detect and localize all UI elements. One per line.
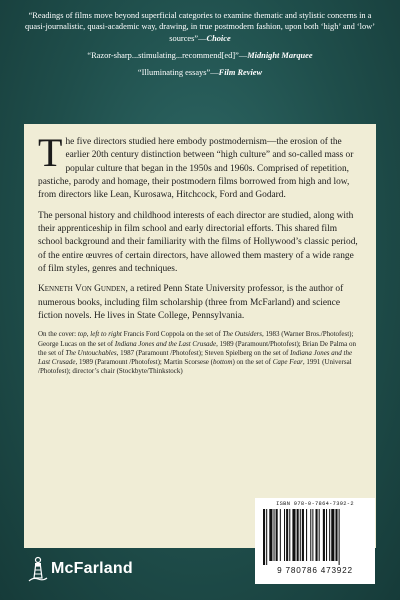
review-quote: “Illuminating essays”—Film Review <box>137 68 263 78</box>
description-paragraph: The personal history and childhood interests of each director are studied, along with their apprenticeship in film school and early directorial efforts. This shared film school background and their familiarity with the films of Hollywood’s classic period, of the entire œuvres of certain directors, have allowed them mastery of a wide range of film styles, genres and techniques. <box>38 210 358 275</box>
barcode-bar <box>280 509 281 561</box>
barcode-bar <box>276 509 278 561</box>
author-name: Kenneth Von Gunden <box>38 284 126 295</box>
barcode-bar <box>312 509 313 561</box>
description-paragraph: The five directors studied here embody postmodernism—the erosion of the earlier 20th century distinction between “high culture” and so-called mass or popular culture that began in the 1950s and 1960s. Comprised of repetition, pastiche, parody and homage, their postmodern films borrowed from high and low, from directors like Lean, Kurosawa, Hitchcock, Ford and Godard. <box>38 130 354 201</box>
barcode-bar <box>263 509 265 565</box>
barcode-bars <box>261 509 369 565</box>
isbn-barcode <box>255 498 375 584</box>
barcode-bar <box>339 509 340 565</box>
barcode-bar <box>329 509 330 561</box>
isbn-number: ISBN 978-0-7864-7392-2 <box>276 501 354 507</box>
review-quote: “Razor-sharp...stimulating...recommend[ed]”—Midnight Marquee <box>87 51 313 61</box>
barcode-bar <box>306 509 307 561</box>
barcode-bar <box>274 509 275 561</box>
quote-source: Choice <box>206 33 231 43</box>
quote-source: Midnight Marquee <box>247 51 313 61</box>
barcode-bar <box>331 509 334 561</box>
barcode-bar <box>323 509 325 561</box>
lighthouse-icon <box>28 556 48 582</box>
review-quote: “Readings of films move beyond superficial categories to examine thematic and stylistic concerns in a quasi-journalistic, quasi-academic way, drawing, in true postmodern fashion, upon both ‘high’ and ‘low’ sources”—Choice <box>24 11 376 43</box>
drop-cap: T <box>38 130 63 175</box>
publisher-name: McFarland <box>51 560 133 577</box>
cover-credits: On the cover: top, left to right Francis Ford Coppola on the set of The Outsiders, 1983 (Warner Bros./Photofest); George Lucas on the set of Indiana Jones and the Last Crusade, 1989 (Paramount/Photofest); Brian De Palma on the set of The Untouchables, 1987 (Paramount /Photofest); Steven Spielberg on the set of Indiana Jones and the Last Crusade, 1989 (Paramount /Photofest); Martin Scorsese (bottom) on the set of Cape Fear, 1991 (Universal /Photofest); director’s chair (Stockbyte/Thinkstock) <box>38 330 356 375</box>
publisher-logo <box>28 556 133 582</box>
barcode-bar <box>292 509 295 561</box>
barcode-digits: 9 780786 473922 <box>277 566 353 575</box>
barcode-bar <box>316 509 318 561</box>
barcode-bar <box>266 509 267 565</box>
barcode-bar <box>297 509 299 561</box>
barcode-bar <box>286 509 288 561</box>
barcode-bar <box>269 509 272 561</box>
barcode-bar <box>310 509 311 561</box>
barcode-bar <box>335 509 337 561</box>
quote-source: Film Review <box>218 68 263 78</box>
barcode-bar <box>300 509 301 561</box>
review-quotes <box>22 10 378 85</box>
barcode-bar <box>326 509 327 561</box>
description-panel <box>24 124 376 548</box>
author-bio: Kenneth Von Gunden, a retired Penn State University professor, is the author of numerous books, including film scholarship (three from McFarland) and science fiction novels. He lives in State College, Pennsylvania. <box>38 284 344 322</box>
barcode-bar <box>284 509 285 561</box>
barcode-bar <box>319 509 320 561</box>
barcode-bar <box>289 509 290 561</box>
barcode-bar <box>302 509 304 561</box>
